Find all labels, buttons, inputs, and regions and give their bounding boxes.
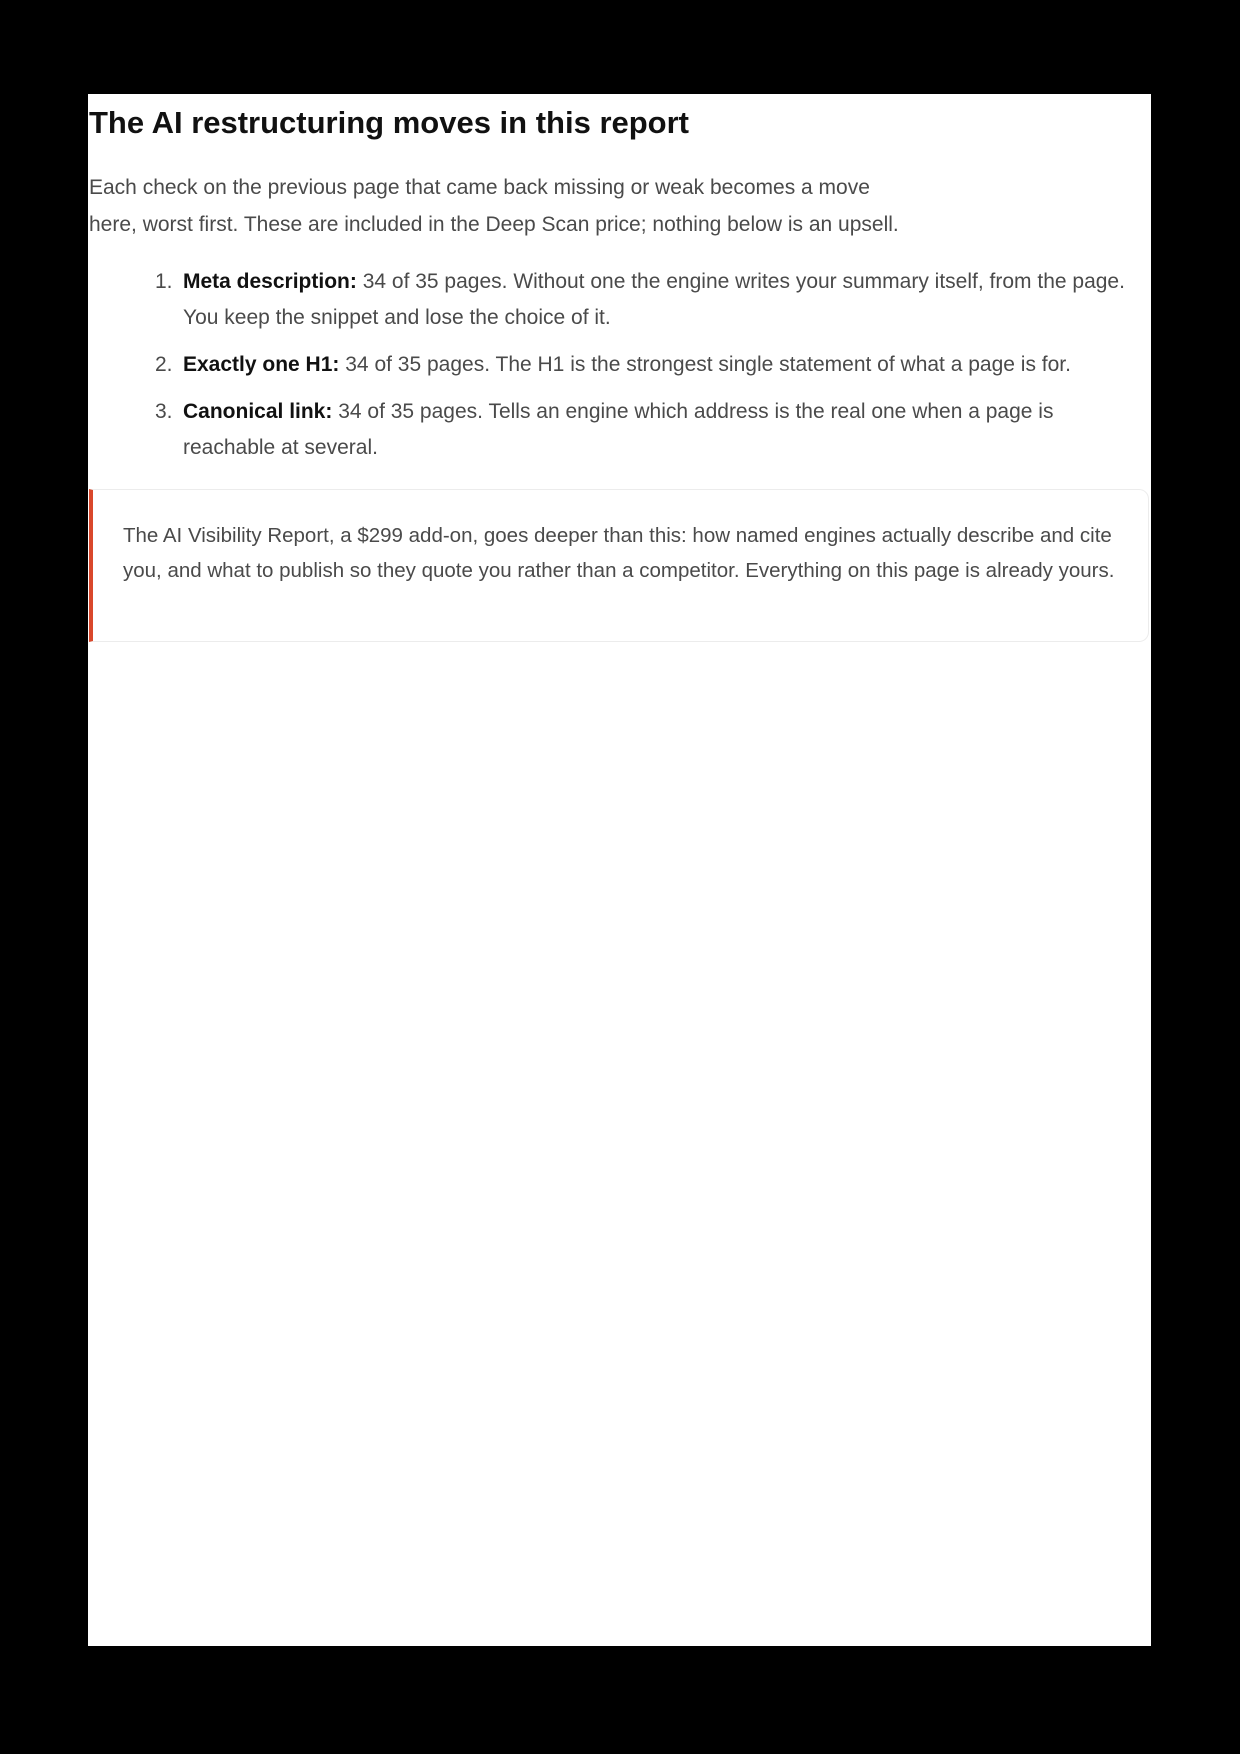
move-label: Meta description: [183,270,357,293]
report-page [88,94,1151,1646]
list-item [155,347,1151,383]
move-number: 1. [155,270,173,293]
intro-line-2: here, worst first. These are included in the Deep Scan price; nothing below is an upsell. [89,213,899,236]
move-label: Exactly one H1: [183,353,340,376]
move-number: 2. [155,353,173,376]
move-number: 3. [155,400,173,423]
move-text: 34 of 35 pages. The H1 is the strongest single statement of what a page is for. [345,353,1071,376]
page-title: The AI restructuring moves in this report [89,105,690,140]
move-text: 34 of 35 pages. Without one the engine writes your summary itself, from the page. You keep the snippet and lose the choice of it. [183,270,1125,329]
list-item [155,264,1151,336]
move-label: Canonical link: [183,400,333,423]
add-on-callout [89,489,1149,642]
moves-list [155,264,1151,477]
callout-text: The AI Visibility Report, a $299 add-on, goes deeper than this: how named engines actually describe and cite you, and what to publish so they quote you rather than a competitor. Everything on this page is already yours. [123,524,1115,582]
intro-line-1: Each check on the previous page that came back missing or weak becomes a move [89,176,870,199]
list-item [155,394,1151,466]
move-text: 34 of 35 pages. Tells an engine which address is the real one when a page is reachable at several. [183,400,1054,459]
intro-paragraph [89,169,1089,243]
